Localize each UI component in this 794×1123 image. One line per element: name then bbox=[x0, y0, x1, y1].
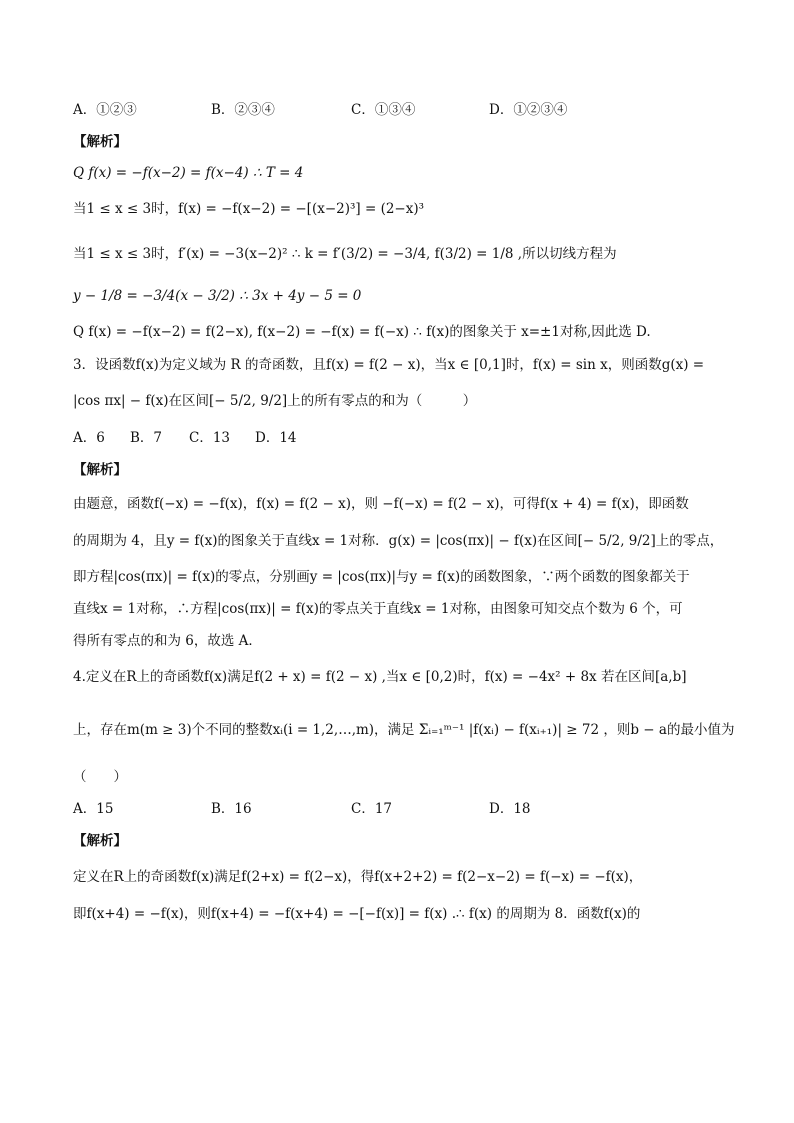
q2-option-a: A．①②③ bbox=[73, 102, 137, 118]
q3-solution-line-1: 由题意，函数f(−x) = −f(x)，f(x) = f(2 − x)，则 −f(−x) = f(2 − x)，可得f(x + 4) = f(x)，即函数 bbox=[73, 496, 689, 512]
q2-solution-line-2: 当1 ≤ x ≤ 3时，f(x) = −f(x−2) = −[(x−2)³] = (2−x)³ bbox=[73, 201, 425, 217]
q3-options bbox=[73, 427, 734, 449]
q4-option-d: D．18 bbox=[489, 801, 531, 817]
q3-solution-line-3: 即方程|cos(πx)| = f(x)的零点，分别画y = |cos(πx)|与y = f(x)的函数图象，∵两个函数的图象都关于 bbox=[73, 569, 690, 585]
q4-stem-line-2: 上，存在m(m ≥ 3)个不同的整数xᵢ(i = 1,2,…,m)，满足 Σᵢ₌₁ᵐ⁻¹ |f(xᵢ) − f(xᵢ₊₁)| ≥ 72 ，则b − a的最小值为 bbox=[73, 722, 735, 738]
q3-stem-line-2: |cos πx| − f(x)在区间[− 5/2, 9/2]上的所有零点的和为（ ） bbox=[73, 393, 477, 409]
q2-solution-line-3: 当1 ≤ x ≤ 3时，f′(x) = −3(x−2)² ∴ k = f′(3/2) = −3/4, f(3/2) = 1/8 ,所以切线方程为 bbox=[73, 246, 617, 262]
q4-option-a: A．15 bbox=[73, 801, 114, 817]
q2-option-d: D．①②③④ bbox=[489, 102, 568, 118]
q4-solution-line-2: 即f(x+4) = −f(x)，则f(x+4) = −f(x+4) = −[−f(x)] = f(x) .∴ f(x) 的周期为 8．函数f(x)的 bbox=[73, 906, 641, 922]
q4-jiexi-label: 【解析】 bbox=[73, 833, 127, 849]
q2-option-c: C．①③④ bbox=[351, 102, 416, 118]
q3-option-a: A．6 bbox=[73, 430, 105, 446]
q3-option-d: D．14 bbox=[255, 430, 297, 446]
q2-jiexi-label: 【解析】 bbox=[73, 134, 127, 150]
q2-solution-line-1: Q f(x) = −f(x−2) = f(x−4) ∴ T = 4 bbox=[73, 165, 304, 181]
q4-option-b: B．16 bbox=[211, 801, 252, 817]
q3-jiexi-label: 【解析】 bbox=[73, 462, 127, 478]
q2-option-b: B．②③④ bbox=[211, 102, 275, 118]
q2-solution-line-4: y − 1/8 = −3/4(x − 3/2) ∴ 3x + 4y − 5 = 0 bbox=[73, 288, 362, 304]
q2-solution-line-5: Q f(x) = −f(x−2) = f(2−x), f(x−2) = −f(x) = f(−x) ∴ f(x)的图象关于 x=±1对称,因此选 D. bbox=[73, 324, 651, 340]
q3-option-c: C．13 bbox=[189, 430, 231, 446]
q3-solution-line-5: 得所有零点的和为 6，故选 A． bbox=[73, 633, 262, 649]
q4-options bbox=[73, 798, 734, 820]
q2-options bbox=[73, 99, 734, 121]
q3-option-b: B．7 bbox=[130, 430, 163, 446]
q3-solution-line-4: 直线x = 1对称，∴方程|cos(πx)| = f(x)的零点关于直线x = 1对称，由图象可知交点个数为 6 个，可 bbox=[73, 601, 683, 617]
q3-stem-line-1: 3．设函数f(x)为定义域为 R 的奇函数，且f(x) = f(2 − x)，当x ∈ [0,1]时，f(x) = sin x，则函数g(x) = bbox=[73, 357, 705, 373]
q4-stem-line-1: 4.定义在R上的奇函数f(x)满足f(2 + x) = f(2 − x) ,当x ∈ [0,2)时，f(x) = −4x² + 8x 若在区间[a,b] bbox=[73, 669, 687, 685]
q4-stem-line-3: （ ） bbox=[73, 769, 127, 785]
q3-solution-line-2: 的周期为 4，且y = f(x)的图象关于直线x = 1对称．g(x) = |cos(πx)| − f(x)在区间[− 5/2, 9/2]上的零点， bbox=[73, 533, 724, 549]
q4-solution-line-1: 定义在R上的奇函数f(x)满足f(2+x) = f(2−x)，得f(x+2+2) = f(2−x−2) = f(−x) = −f(x)， bbox=[73, 869, 643, 885]
q4-option-c: C．17 bbox=[351, 801, 393, 817]
